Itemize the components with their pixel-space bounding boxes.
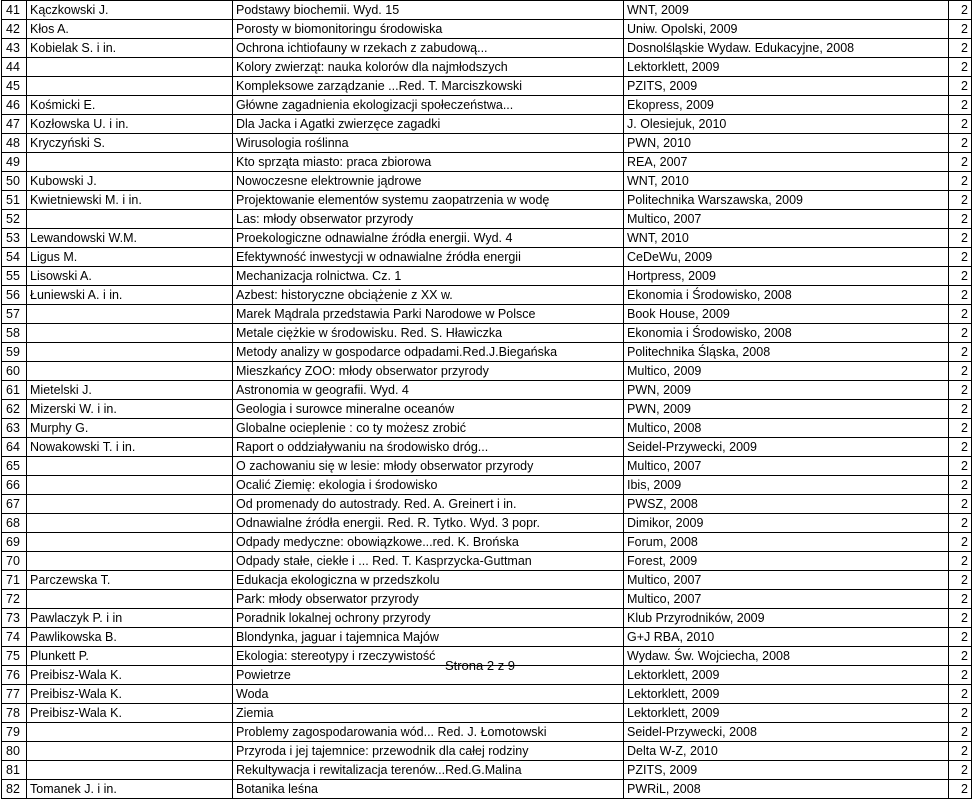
table-row (2, 286, 972, 305)
title-cell: Mechanizacja rolnictwa. Cz. 1 (233, 267, 624, 286)
author-cell: Ligus M. (27, 248, 233, 267)
author-cell (27, 514, 233, 533)
table-row (2, 305, 972, 324)
publisher-cell: PWN, 2009 (624, 400, 949, 419)
table-row (2, 476, 972, 495)
quantity-cell: 2 (949, 191, 972, 210)
publisher-cell: PZITS, 2009 (624, 761, 949, 780)
quantity-cell: 2 (949, 134, 972, 153)
row-number-cell: 61 (2, 381, 27, 400)
quantity-cell: 2 (949, 96, 972, 115)
table-row (2, 172, 972, 191)
table-row (2, 229, 972, 248)
title-cell: Kompleksowe zarządzanie ...Red. T. Marciszkowski (233, 77, 624, 96)
title-cell: Ekologia: stereotypy i rzeczywistość (233, 647, 624, 666)
quantity-cell: 2 (949, 324, 972, 343)
author-cell: Kłos A. (27, 20, 233, 39)
row-number-cell: 63 (2, 419, 27, 438)
author-cell: Parczewska T. (27, 571, 233, 590)
table-row (2, 533, 972, 552)
quantity-cell: 2 (949, 514, 972, 533)
publisher-cell: WNT, 2009 (624, 1, 949, 20)
row-number-cell: 67 (2, 495, 27, 514)
row-number-cell: 46 (2, 96, 27, 115)
row-number-cell: 59 (2, 343, 27, 362)
title-cell: Mieszkańcy ZOO: młody obserwator przyrody (233, 362, 624, 381)
author-cell: Kozłowska U. i in. (27, 115, 233, 134)
publisher-cell: Dimikor, 2009 (624, 514, 949, 533)
publisher-cell: Lektorklett, 2009 (624, 666, 949, 685)
title-cell: Botanika leśna (233, 780, 624, 799)
publisher-cell: Ibis, 2009 (624, 476, 949, 495)
table-row (2, 723, 972, 742)
author-cell: Łuniewski A. i in. (27, 286, 233, 305)
publisher-cell: CeDeWu, 2009 (624, 248, 949, 267)
row-number-cell: 57 (2, 305, 27, 324)
table-row (2, 495, 972, 514)
quantity-cell: 2 (949, 77, 972, 96)
table-row (2, 590, 972, 609)
row-number-cell: 71 (2, 571, 27, 590)
title-cell: Kto sprząta miasto: praca zbiorowa (233, 153, 624, 172)
publisher-cell: G+J RBA, 2010 (624, 628, 949, 647)
table-row (2, 1, 972, 20)
table-row (2, 77, 972, 96)
author-cell: Murphy G. (27, 419, 233, 438)
author-cell (27, 362, 233, 381)
title-cell: Metale ciężkie w środowisku. Red. S. Hławiczka (233, 324, 624, 343)
title-cell: Wirusologia roślinna (233, 134, 624, 153)
table-row (2, 191, 972, 210)
row-number-cell: 72 (2, 590, 27, 609)
quantity-cell: 2 (949, 685, 972, 704)
author-cell: Kubowski J. (27, 172, 233, 191)
title-cell: Metody analizy w gospodarce odpadami.Red.J.Biegańska (233, 343, 624, 362)
publisher-cell: Forest, 2009 (624, 552, 949, 571)
page-footer: Strona 2 z 9 (444, 658, 516, 673)
quantity-cell: 2 (949, 153, 972, 172)
author-cell (27, 343, 233, 362)
book-list-table (1, 0, 972, 799)
author-cell (27, 723, 233, 742)
title-cell: Geologia i surowce mineralne oceanów (233, 400, 624, 419)
quantity-cell: 2 (949, 457, 972, 476)
author-cell: Preibisz-Wala K. (27, 704, 233, 723)
publisher-cell: Lektorklett, 2009 (624, 58, 949, 77)
row-number-cell: 47 (2, 115, 27, 134)
publisher-cell: Multico, 2007 (624, 590, 949, 609)
title-cell: Kolory zwierząt: nauka kolorów dla najmłodszych (233, 58, 624, 77)
row-number-cell: 42 (2, 20, 27, 39)
table-row (2, 742, 972, 761)
table-row (2, 438, 972, 457)
quantity-cell: 2 (949, 115, 972, 134)
publisher-cell: Delta W-Z, 2010 (624, 742, 949, 761)
title-cell: Proekologiczne odnawialne źródła energii. Wyd. 4 (233, 229, 624, 248)
row-number-cell: 49 (2, 153, 27, 172)
title-cell: Ochrona ichtiofauny w rzekach z zabudową... (233, 39, 624, 58)
author-cell: Lewandowski W.M. (27, 229, 233, 248)
table-row (2, 324, 972, 343)
quantity-cell: 2 (949, 305, 972, 324)
title-cell: Powietrze (233, 666, 624, 685)
table-row (2, 134, 972, 153)
table-row (2, 153, 972, 172)
publisher-cell: PWRiL, 2008 (624, 780, 949, 799)
author-cell: Kwietniewski M. i in. (27, 191, 233, 210)
publisher-cell: Multico, 2007 (624, 571, 949, 590)
quantity-cell: 2 (949, 248, 972, 267)
publisher-cell: Ekonomia i Środowisko, 2008 (624, 286, 949, 305)
title-cell: Porosty w biomonitoringu środowiska (233, 20, 624, 39)
title-cell: Azbest: historyczne obciążenie z XX w. (233, 286, 624, 305)
row-number-cell: 41 (2, 1, 27, 20)
publisher-cell: Klub Przyrodników, 2009 (624, 609, 949, 628)
publisher-cell: Uniw. Opolski, 2009 (624, 20, 949, 39)
author-cell: Kryczyński S. (27, 134, 233, 153)
table-row (2, 761, 972, 780)
quantity-cell: 2 (949, 533, 972, 552)
quantity-cell: 2 (949, 666, 972, 685)
row-number-cell: 73 (2, 609, 27, 628)
quantity-cell: 2 (949, 742, 972, 761)
title-cell: Odnawialne źródła energii. Red. R. Tytko. Wyd. 3 popr. (233, 514, 624, 533)
row-number-cell: 64 (2, 438, 27, 457)
row-number-cell: 52 (2, 210, 27, 229)
author-cell: Preibisz-Wala K. (27, 685, 233, 704)
table-row (2, 267, 972, 286)
table-row (2, 381, 972, 400)
row-number-cell: 48 (2, 134, 27, 153)
publisher-cell: Ekonomia i Środowisko, 2008 (624, 324, 949, 343)
title-cell: Raport o oddziaływaniu na środowisko dróg... (233, 438, 624, 457)
author-cell (27, 324, 233, 343)
row-number-cell: 76 (2, 666, 27, 685)
row-number-cell: 69 (2, 533, 27, 552)
quantity-cell: 2 (949, 381, 972, 400)
title-cell: Ziemia (233, 704, 624, 723)
title-cell: Ocalić Ziemię: ekologia i środowisko (233, 476, 624, 495)
title-cell: Poradnik lokalnej ochrony przyrody (233, 609, 624, 628)
publisher-cell: WNT, 2010 (624, 172, 949, 191)
table-row (2, 419, 972, 438)
title-cell: Las: młody obserwator przyrody (233, 210, 624, 229)
quantity-cell: 2 (949, 286, 972, 305)
author-cell (27, 476, 233, 495)
table-row (2, 58, 972, 77)
quantity-cell: 2 (949, 628, 972, 647)
publisher-cell: Politechnika Warszawska, 2009 (624, 191, 949, 210)
table-row (2, 457, 972, 476)
title-cell: Globalne ocieplenie : co ty możesz zrobić (233, 419, 624, 438)
quantity-cell: 2 (949, 609, 972, 628)
quantity-cell: 2 (949, 400, 972, 419)
row-number-cell: 80 (2, 742, 27, 761)
title-cell: Dla Jacka i Agatki zwierzęce zagadki (233, 115, 624, 134)
table-row (2, 115, 972, 134)
author-cell (27, 761, 233, 780)
table-row (2, 685, 972, 704)
author-cell: Pawlaczyk P. i in (27, 609, 233, 628)
row-number-cell: 82 (2, 780, 27, 799)
table-row (2, 628, 972, 647)
author-cell (27, 77, 233, 96)
quantity-cell: 2 (949, 20, 972, 39)
row-number-cell: 55 (2, 267, 27, 286)
author-cell (27, 590, 233, 609)
quantity-cell: 2 (949, 780, 972, 799)
author-cell: Pawlikowska B. (27, 628, 233, 647)
row-number-cell: 68 (2, 514, 27, 533)
table-row (2, 514, 972, 533)
author-cell (27, 58, 233, 77)
title-cell: Podstawy biochemii. Wyd. 15 (233, 1, 624, 20)
publisher-cell: WNT, 2010 (624, 229, 949, 248)
table-row (2, 704, 972, 723)
author-cell: Kośmicki E. (27, 96, 233, 115)
author-cell (27, 457, 233, 476)
publisher-cell: Seidel-Przywecki, 2008 (624, 723, 949, 742)
row-number-cell: 54 (2, 248, 27, 267)
author-cell: Mizerski W. i in. (27, 400, 233, 419)
quantity-cell: 2 (949, 438, 972, 457)
quantity-cell: 2 (949, 590, 972, 609)
table-row (2, 362, 972, 381)
table-row (2, 552, 972, 571)
publisher-cell: Multico, 2007 (624, 210, 949, 229)
title-cell: Astronomia w geografii. Wyd. 4 (233, 381, 624, 400)
table-row (2, 210, 972, 229)
quantity-cell: 2 (949, 39, 972, 58)
quantity-cell: 2 (949, 58, 972, 77)
table-row (2, 343, 972, 362)
author-cell (27, 742, 233, 761)
title-cell: Marek Mądrala przedstawia Parki Narodowe w Polsce (233, 305, 624, 324)
publisher-cell: Lektorklett, 2009 (624, 685, 949, 704)
row-number-cell: 65 (2, 457, 27, 476)
publisher-cell: Lektorklett, 2009 (624, 704, 949, 723)
title-cell: Projektowanie elementów systemu zaopatrzenia w wodę (233, 191, 624, 210)
author-cell: Kobielak S. i in. (27, 39, 233, 58)
row-number-cell: 66 (2, 476, 27, 495)
quantity-cell: 2 (949, 419, 972, 438)
quantity-cell: 2 (949, 476, 972, 495)
publisher-cell: Forum, 2008 (624, 533, 949, 552)
author-cell (27, 495, 233, 514)
row-number-cell: 79 (2, 723, 27, 742)
row-number-cell: 58 (2, 324, 27, 343)
author-cell: Plunkett P. (27, 647, 233, 666)
table-row (2, 400, 972, 419)
quantity-cell: 2 (949, 343, 972, 362)
publisher-cell: PWSZ, 2008 (624, 495, 949, 514)
title-cell: Rekultywacja i rewitalizacja terenów...Red.G.Malina (233, 761, 624, 780)
row-number-cell: 75 (2, 647, 27, 666)
quantity-cell: 2 (949, 229, 972, 248)
table-row (2, 571, 972, 590)
table-row (2, 780, 972, 799)
table-row (2, 96, 972, 115)
row-number-cell: 53 (2, 229, 27, 248)
publisher-cell: Book House, 2009 (624, 305, 949, 324)
table-row (2, 39, 972, 58)
row-number-cell: 60 (2, 362, 27, 381)
title-cell: Blondynka, jaguar i tajemnica Majów (233, 628, 624, 647)
author-cell: Lisowski A. (27, 267, 233, 286)
quantity-cell: 2 (949, 495, 972, 514)
publisher-cell: Dosnolśląskie Wydaw. Edukacyjne, 2008 (624, 39, 949, 58)
publisher-cell: PWN, 2009 (624, 381, 949, 400)
quantity-cell: 2 (949, 571, 972, 590)
quantity-cell: 2 (949, 723, 972, 742)
title-cell: Główne zagadnienia ekologizacji społeczeństwa... (233, 96, 624, 115)
author-cell (27, 210, 233, 229)
author-cell (27, 552, 233, 571)
row-number-cell: 50 (2, 172, 27, 191)
quantity-cell: 2 (949, 761, 972, 780)
row-number-cell: 77 (2, 685, 27, 704)
table-row (2, 248, 972, 267)
quantity-cell: 2 (949, 172, 972, 191)
publisher-cell: Multico, 2007 (624, 457, 949, 476)
author-cell (27, 153, 233, 172)
row-number-cell: 62 (2, 400, 27, 419)
row-number-cell: 43 (2, 39, 27, 58)
title-cell: Odpady stałe, ciekłe i ... Red. T. Kasprzycka-Guttman (233, 552, 624, 571)
quantity-cell: 2 (949, 1, 972, 20)
table-row (2, 609, 972, 628)
quantity-cell: 2 (949, 647, 972, 666)
quantity-cell: 2 (949, 210, 972, 229)
title-cell: Od promenady do autostrady. Red. A. Greinert i in. (233, 495, 624, 514)
row-number-cell: 81 (2, 761, 27, 780)
row-number-cell: 78 (2, 704, 27, 723)
row-number-cell: 51 (2, 191, 27, 210)
row-number-cell: 45 (2, 77, 27, 96)
quantity-cell: 2 (949, 362, 972, 381)
author-cell: Mietelski J. (27, 381, 233, 400)
author-cell (27, 533, 233, 552)
quantity-cell: 2 (949, 552, 972, 571)
title-cell: Przyroda i jej tajemnice: przewodnik dla całej rodziny (233, 742, 624, 761)
quantity-cell: 2 (949, 704, 972, 723)
title-cell: Efektywność inwestycji w odnawialne źródła energii (233, 248, 624, 267)
row-number-cell: 74 (2, 628, 27, 647)
table-row (2, 20, 972, 39)
title-cell: Park: młody obserwator przyrody (233, 590, 624, 609)
title-cell: Edukacja ekologiczna w przedszkolu (233, 571, 624, 590)
row-number-cell: 56 (2, 286, 27, 305)
publisher-cell: Politechnika Śląska, 2008 (624, 343, 949, 362)
quantity-cell: 2 (949, 267, 972, 286)
publisher-cell: PWN, 2010 (624, 134, 949, 153)
title-cell: Nowoczesne elektrownie jądrowe (233, 172, 624, 191)
publisher-cell: J. Olesiejuk, 2010 (624, 115, 949, 134)
row-number-cell: 70 (2, 552, 27, 571)
title-cell: Woda (233, 685, 624, 704)
publisher-cell: Wydaw. Św. Wojciecha, 2008 (624, 647, 949, 666)
publisher-cell: PZITS, 2009 (624, 77, 949, 96)
title-cell: O zachowaniu się w lesie: młody obserwator przyrody (233, 457, 624, 476)
publisher-cell: REA, 2007 (624, 153, 949, 172)
publisher-cell: Seidel-Przywecki, 2009 (624, 438, 949, 457)
author-cell (27, 305, 233, 324)
author-cell: Preibisz-Wala K. (27, 666, 233, 685)
title-cell: Odpady medyczne: obowiązkowe...red. K. Brońska (233, 533, 624, 552)
publisher-cell: Ekopress, 2009 (624, 96, 949, 115)
publisher-cell: Multico, 2008 (624, 419, 949, 438)
author-cell: Kączkowski J. (27, 1, 233, 20)
title-cell: Problemy zagospodarowania wód... Red. J. Łomotowski (233, 723, 624, 742)
author-cell: Tomanek J. i in. (27, 780, 233, 799)
row-number-cell: 44 (2, 58, 27, 77)
publisher-cell: Hortpress, 2009 (624, 267, 949, 286)
publisher-cell: Multico, 2009 (624, 362, 949, 381)
author-cell: Nowakowski T. i in. (27, 438, 233, 457)
